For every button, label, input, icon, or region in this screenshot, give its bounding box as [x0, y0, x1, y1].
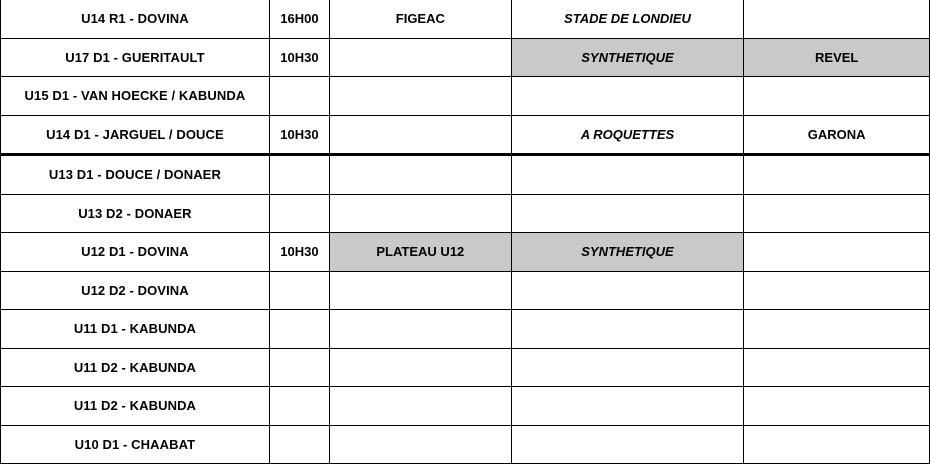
cell-opponent [744, 77, 930, 116]
schedule-table-body [1, 0, 930, 464]
cell-opponent [744, 310, 930, 349]
cell-opponent [744, 271, 930, 310]
cell-time [269, 348, 329, 387]
cell-time [269, 425, 329, 464]
cell-venue [511, 77, 744, 116]
cell-team: U14 R1 - DOVINA [1, 0, 270, 38]
cell-venue: A ROQUETTES [511, 115, 744, 155]
cell-opponent: REVEL [744, 38, 930, 77]
cell-time [269, 77, 329, 116]
table-row [1, 348, 930, 387]
cell-venue [511, 310, 744, 349]
cell-venue: SYNTHETIQUE [511, 233, 744, 272]
cell-venue [511, 425, 744, 464]
cell-team: U12 D2 - DOVINA [1, 271, 270, 310]
cell-team: U11 D1 - KABUNDA [1, 310, 270, 349]
cell-competition [330, 194, 512, 233]
cell-team: U11 D2 - KABUNDA [1, 348, 270, 387]
cell-opponent [744, 233, 930, 272]
table-row [1, 310, 930, 349]
cell-team: U14 D1 - JARGUEL / DOUCE [1, 115, 270, 155]
cell-team: U17 D1 - GUERITAULT [1, 38, 270, 77]
cell-opponent [744, 425, 930, 464]
cell-team: U15 D1 - VAN HOECKE / KABUNDA [1, 77, 270, 116]
table-row [1, 0, 930, 38]
table-row [1, 155, 930, 195]
cell-time [269, 194, 329, 233]
cell-opponent [744, 155, 930, 195]
cell-venue [511, 194, 744, 233]
cell-venue [511, 155, 744, 195]
cell-team: U13 D1 - DOUCE / DONAER [1, 155, 270, 195]
cell-opponent [744, 348, 930, 387]
cell-time [269, 310, 329, 349]
cell-competition [330, 115, 512, 155]
table-row [1, 77, 930, 116]
cell-venue [511, 348, 744, 387]
cell-competition [330, 387, 512, 426]
cell-competition [330, 310, 512, 349]
cell-time: 10H30 [269, 38, 329, 77]
cell-time [269, 271, 329, 310]
cell-competition [330, 77, 512, 116]
cell-team: U13 D2 - DONAER [1, 194, 270, 233]
cell-team: U11 D2 - KABUNDA [1, 387, 270, 426]
cell-competition: PLATEAU U12 [330, 233, 512, 272]
cell-competition [330, 425, 512, 464]
cell-opponent: GARONA [744, 115, 930, 155]
table-row [1, 194, 930, 233]
cell-team: U10 D1 - CHAABAT [1, 425, 270, 464]
cell-team: U12 D1 - DOVINA [1, 233, 270, 272]
table-row [1, 115, 930, 155]
table-row [1, 38, 930, 77]
cell-time [269, 387, 329, 426]
table-row [1, 425, 930, 464]
cell-competition [330, 348, 512, 387]
cell-time: 16H00 [269, 0, 329, 38]
cell-competition [330, 38, 512, 77]
cell-opponent [744, 387, 930, 426]
cell-competition [330, 155, 512, 195]
cell-venue: STADE DE LONDIEU [511, 0, 744, 38]
cell-venue [511, 271, 744, 310]
cell-time: 10H30 [269, 233, 329, 272]
cell-competition: FIGEAC [330, 0, 512, 38]
cell-time [269, 155, 329, 195]
table-row [1, 271, 930, 310]
table-row [1, 233, 930, 272]
cell-opponent [744, 0, 930, 38]
cell-venue [511, 387, 744, 426]
cell-venue: SYNTHETIQUE [511, 38, 744, 77]
table-row [1, 387, 930, 426]
cell-opponent [744, 194, 930, 233]
cell-time: 10H30 [269, 115, 329, 155]
cell-competition [330, 271, 512, 310]
